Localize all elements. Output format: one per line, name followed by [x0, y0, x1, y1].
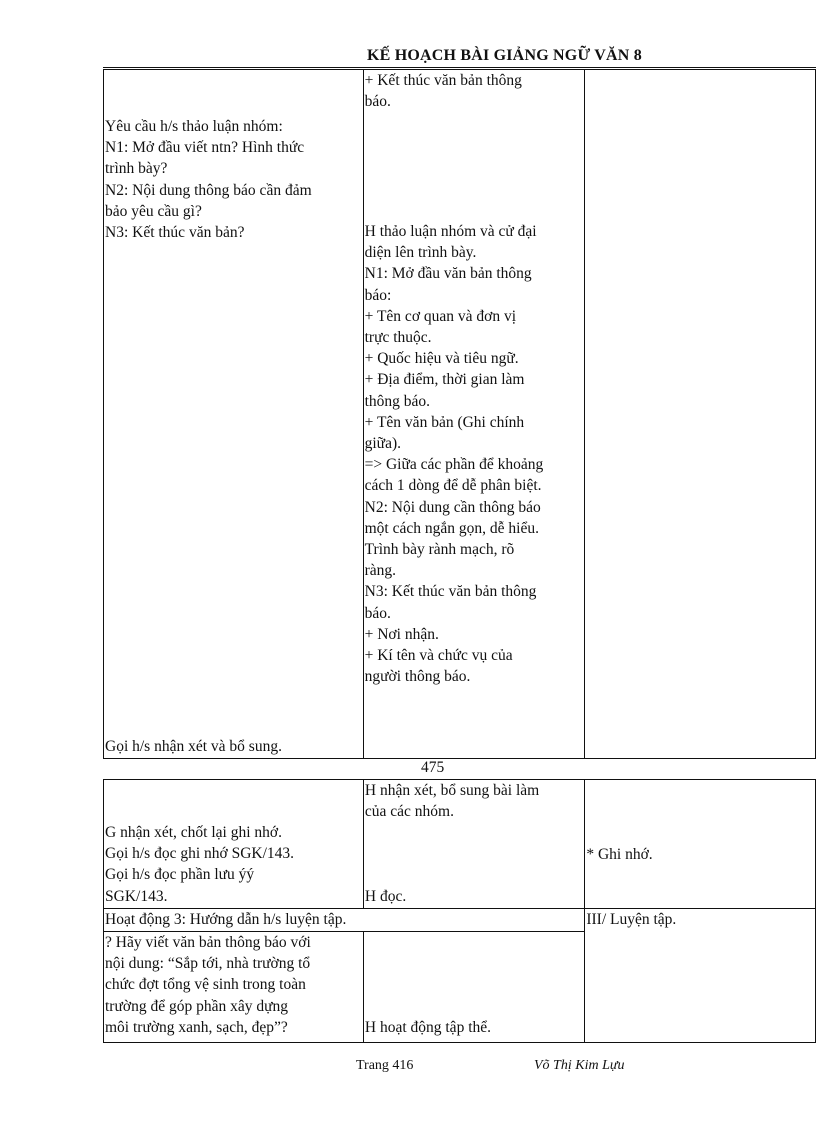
notes-summary-cell	[585, 780, 816, 909]
text-line: một cách ngắn gọn, dễ hiểu.	[364, 519, 539, 537]
text-line: báo:	[364, 286, 392, 304]
practice-heading: III/ Luyện tập.	[586, 911, 677, 928]
group-discussion-prompts	[105, 116, 312, 243]
group-answers	[365, 221, 544, 687]
text-line: của các nhóm.	[364, 803, 454, 821]
text-line: SGK/143.	[105, 887, 168, 905]
lesson-table-2	[103, 779, 816, 1043]
activity-3-row	[104, 909, 585, 932]
text-line: báo.	[364, 604, 391, 622]
summary-prompts	[105, 822, 294, 907]
text-line: G nhận xét, chốt lại ghi nhớ.	[105, 824, 282, 841]
text-line: N1: Mở đầu viết ntn? Hình thức	[105, 139, 305, 157]
text-line: báo.	[364, 93, 391, 111]
text-line: N1: Mở đầu văn bản thông	[364, 265, 532, 283]
text-line: N3: Kết thúc văn bản thông	[364, 583, 537, 601]
text-line: Gọi h/s nhận xét và bổ sung.	[105, 738, 282, 755]
document-header: KẾ HOẠCH BÀI GIẢNG NGỮ VĂN 8	[367, 47, 642, 64]
student-summary-cell	[363, 780, 584, 909]
exercise-response-cell	[363, 932, 584, 1043]
text-line: ràng.	[364, 562, 397, 580]
text-line: N3: Kết thúc văn bản?	[105, 224, 245, 242]
text-line: + Địa điểm, thời gian làm	[364, 371, 525, 389]
text-line: người thông báo.	[364, 668, 471, 686]
text-line: + Kết thúc văn bản thông	[364, 72, 522, 89]
content-notes-cell	[585, 70, 816, 759]
text-line: + Kí tên và chức vụ của	[364, 647, 513, 665]
text-line: chức đợt tổng vệ sinh trong toàn	[105, 976, 306, 994]
text-line: N2: Nội dung cần thông báo	[364, 498, 541, 516]
page-number: 475	[421, 759, 445, 776]
text-line: trường để góp phần xây dựng	[105, 997, 288, 1015]
text-line: nội dung: “Sắp tới, nhà trường tổ	[105, 955, 311, 973]
text-line: bảo yêu cầu gì?	[105, 202, 202, 220]
notice-ending-note	[365, 70, 522, 112]
text-line: Yêu cầu h/s thảo luận nhóm:	[105, 118, 283, 135]
ghi-nho-heading: * Ghi nhớ.	[586, 846, 653, 863]
text-line: Trình bày rành mạch, rõ	[364, 541, 515, 559]
text-line: H đọc.	[364, 888, 407, 905]
footer-author: Võ Thị Kim Lựu	[534, 1058, 625, 1073]
activity-3-text: Hoạt động 3: Hướng dẫn h/s luyện tập.	[105, 911, 347, 928]
text-line: H nhận xét, bổ sung bài làm	[364, 782, 540, 799]
text-line: cách 1 dòng để dễ phân biệt.	[364, 477, 542, 495]
text-line: ? Hãy viết văn bản thông báo với	[105, 934, 311, 951]
text-line: + Tên cơ quan và đơn vị	[364, 307, 517, 325]
text-line: Gọi h/s đọc ghi nhớ SGK/143.	[105, 845, 295, 863]
exercise-prompt	[104, 932, 363, 1038]
practice-cell	[585, 909, 816, 1043]
teacher-activity-cell	[104, 70, 364, 759]
text-line: => Giữa các phần để khoảng	[364, 456, 544, 474]
header-underline	[103, 67, 816, 68]
text-line: môi trường xanh, sạch, đẹp”?	[105, 1018, 288, 1036]
text-line: thông báo.	[364, 392, 431, 410]
teacher-summary-cell	[104, 780, 364, 909]
student-reading	[365, 886, 406, 907]
lesson-table-1	[103, 69, 816, 759]
student-feedback	[365, 780, 539, 822]
group-activity-text: H hoạt động tập thể.	[364, 1019, 492, 1036]
exercise-prompt-cell	[104, 932, 364, 1043]
footer-page-number: Trang 416	[356, 1058, 414, 1073]
text-line: Gọi h/s đọc phần lưu ýý	[105, 866, 255, 884]
text-line: H thảo luận nhóm và cử đại	[364, 223, 537, 240]
text-line: trực thuộc.	[364, 329, 432, 347]
text-line: + Nơi nhận.	[364, 625, 439, 643]
student-activity-cell	[363, 70, 585, 759]
text-line: N2: Nội dung thông báo cần đảm	[105, 181, 312, 199]
text-line: + Quốc hiệu và tiêu ngữ.	[364, 350, 519, 368]
text-line: + Tên văn bản (Ghi chính	[364, 413, 525, 431]
text-line: giữa).	[364, 435, 401, 453]
review-prompt	[105, 736, 282, 757]
text-line: trình bày?	[105, 160, 168, 178]
text-line: diện lên trình bày.	[364, 244, 477, 262]
